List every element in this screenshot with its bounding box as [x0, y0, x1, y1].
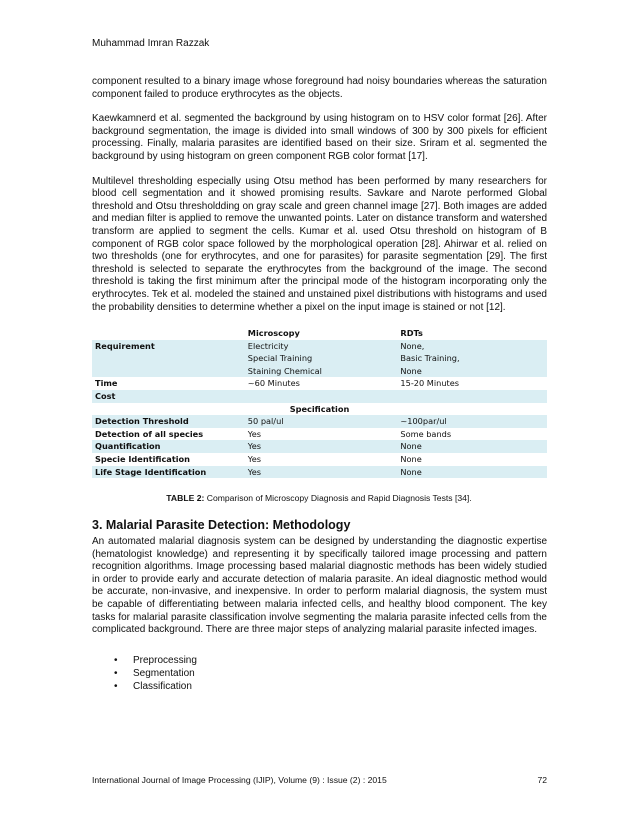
row-label: Detection Threshold — [92, 415, 245, 428]
page-number: 72 — [537, 775, 547, 785]
running-header: Muhammad Imran Razzak — [92, 38, 210, 49]
comparison-table — [92, 327, 547, 478]
table-row — [92, 352, 547, 365]
row-label: Cost — [92, 390, 245, 403]
table-cell: None — [397, 365, 547, 378]
column-header: Microscopy — [245, 327, 398, 340]
caption-text: Comparison of Microscopy Diagnosis and Rapid Diagnosis Tests [34]. — [204, 493, 472, 503]
table-cell: Special Training — [245, 352, 398, 365]
list-item: • Classification — [114, 680, 197, 693]
section-label: Specification — [92, 403, 547, 416]
table-row — [92, 440, 547, 453]
section-heading: 3. Malarial Parasite Detection: Methodology — [92, 518, 351, 532]
row-label: Requirement — [92, 340, 245, 353]
section-body — [92, 536, 547, 649]
table-row — [92, 365, 547, 378]
bullet-list — [114, 654, 197, 693]
journal-info: International Journal of Image Processing (IJIP), Volume (9) : Issue (2) : 2015 — [92, 775, 387, 785]
table-cell: Yes — [245, 440, 398, 453]
table-caption — [0, 493, 638, 503]
table-row — [92, 453, 547, 466]
row-label: Time — [92, 377, 245, 390]
table-cell: Yes — [245, 453, 398, 466]
table-header-row — [92, 327, 547, 340]
paragraph: Kaewkamnerd et al. segmented the background by using histogram on to HSV color format [26]. After background segmentation, the image is divided into small windows of 300 by 300 pixels for efficient processing. Finally, malaria parasites are identified based on their size. Sriram et al. segmented the background by using histogram on green component RGB color format [17]. — [92, 113, 547, 162]
table-cell: Yes — [245, 428, 398, 441]
list-item: • Segmentation — [114, 667, 197, 680]
table-cell: None — [397, 453, 547, 466]
paragraph: An automated malarial diagnosis system can be designed by understanding the diagnostic expertise (hematologist knowledge) and representing it by specifically tailored image processing and pattern recognition algorithms. Image processing based malarial diagnostic methods has been widely studied in order to provide early and accurate detection of malaria parasite. An ideal diagnostic method would be accurate, non-invasive, and inexpensive. In order to perform malarial diagnosis, the system must be capable of differentiating between malaria infected cells, and healthy blood component. The key tasks for malarial parasite classification involve segmenting the malaria parasite infected cells from the complicated background. There are three major steps of analyzing malarial parasite infected images. — [92, 536, 547, 636]
table-cell: 50 pal/ul — [245, 415, 398, 428]
table-cell: 15-20 Minutes — [397, 377, 547, 390]
row-label: Detection of all species — [92, 428, 245, 441]
caption-label: TABLE 2: — [166, 493, 205, 503]
list-item: • Preprocessing — [114, 654, 197, 667]
table-cell: None — [397, 440, 547, 453]
table-cell: None, — [397, 340, 547, 353]
row-label: Specie Identification — [92, 453, 245, 466]
table-row — [92, 466, 547, 479]
table-section-row — [92, 403, 547, 416]
table-cell: Electricity — [245, 340, 398, 353]
table-row — [92, 340, 547, 353]
column-header: RDTs — [397, 327, 547, 340]
table-row — [92, 390, 547, 403]
paragraph: component resulted to a binary image whose foreground had noisy boundaries whereas the saturation component failed to produce erythrocytes as the objects. — [92, 76, 547, 100]
table-cell: None — [397, 466, 547, 479]
row-label: Quantification — [92, 440, 245, 453]
table-cell: Basic Training, — [397, 352, 547, 365]
table-row — [92, 428, 547, 441]
body-text-top — [92, 76, 547, 326]
table-cell: Staining Chemical — [245, 365, 398, 378]
row-label: Life Stage Identification — [92, 466, 245, 479]
table-cell: Yes — [245, 466, 398, 479]
table-cell: ~60 Minutes — [245, 377, 398, 390]
page-footer — [92, 775, 547, 785]
table-cell: Some bands — [397, 428, 547, 441]
paragraph: Multilevel thresholding especially using Otsu method has been performed by many researchers for blood cell segmentation and it showed promising results. Savkare and Narote performed Global threshold and Otsu thresholdding on gray scale and green channel image [27]. Both images are added and median filter is applied to remove the unwanted points. Later on distance transform and watershed transform are applied to segment the cells. Kumar et al. used Otsu threshold on histogram of B component of RGB color space followed by the morphological operation [28]. Ahirwar et al. relied on two thresholds (one for erythrocytes, and one for parasites) for parasite segmentation [29]. The first threshold is selected to separate the erythrocytes from the background of the image. The second threshold is taking the first minimum after the principal mode of the histogram incorporating only the erythrocytes. Tek et al. modeled the stained and unstained pixel distributions with histograms and used the probability densities to determine whether a pixel on the input image is stained or not [12]. — [92, 175, 547, 313]
table-row — [92, 377, 547, 390]
table-row — [92, 415, 547, 428]
table-cell: ~100par/ul — [397, 415, 547, 428]
